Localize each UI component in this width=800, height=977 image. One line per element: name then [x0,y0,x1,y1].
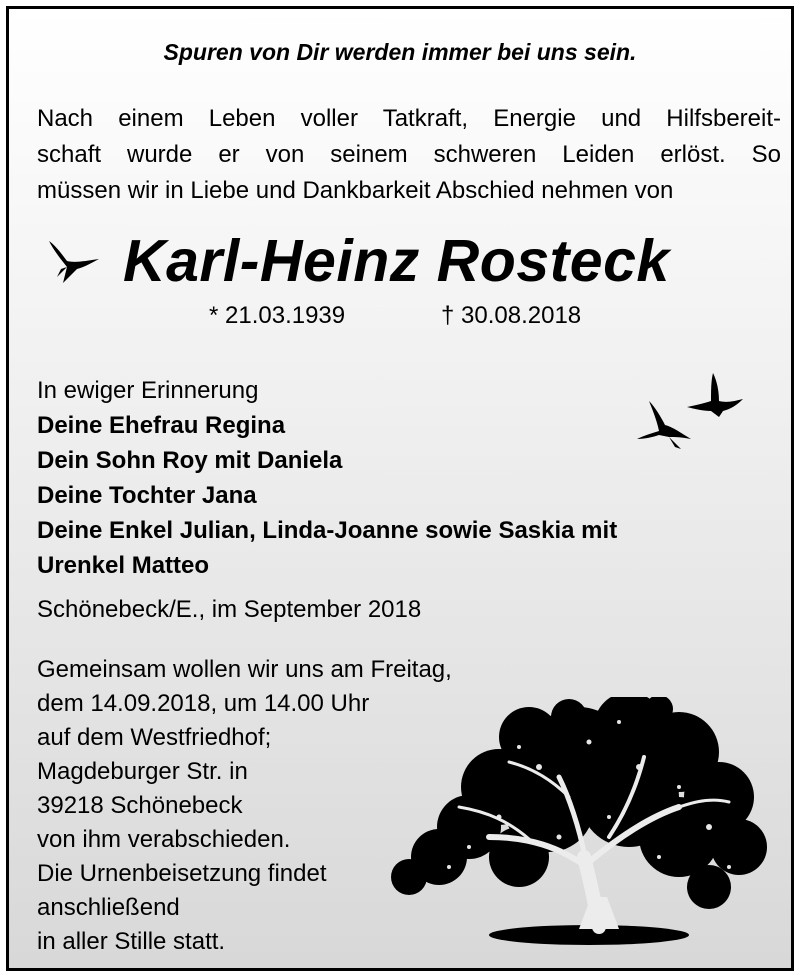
intro-line: müssen wir in Liebe und Dankbarkeit Abschied nehmen von [37,177,674,204]
flying-birds-pair-icon [635,371,747,455]
obituary-card [6,6,794,971]
family-list [37,373,617,583]
deceased-name: Karl-Heinz Rosteck [123,228,670,294]
funeral-line: 39218 Schönebeck [37,792,243,819]
place-date: Schönebeck/E., im September 2018 [37,596,422,623]
intro-line: schaft wurde er von seinem schweren Leiden erlöst. So [37,141,781,168]
motto: Spuren von Dir werden immer bei uns sein. [163,39,637,65]
family-member: Deine Enkel Julian, Linda-Joanne sowie Saskia mit [37,517,618,544]
intro-line: Nach einem Leben voller Tatkraft, Energie und Hilfsbereit- [37,105,781,132]
tree-silhouette-icon [379,697,779,957]
funeral-line: von ihm verabschieden. [37,826,291,853]
funeral-line: Magdeburger Str. in [37,758,248,785]
funeral-line: Gemeinsam wollen wir uns am Freitag, [37,656,452,683]
family-member: Urenkel Matteo [37,552,210,579]
funeral-line: dem 14.09.2018, um 14.00 Uhr [37,690,370,717]
intro-text [37,101,781,209]
family-member: Dein Sohn Roy mit Daniela [37,447,343,474]
funeral-line: auf dem Westfriedhof; [37,724,272,751]
funeral-line: in aller Stille statt. [37,928,226,955]
family-member: Deine Tochter Jana [37,482,257,509]
family-intro: In ewiger Erinnerung [37,377,259,404]
funeral-line: Die Urnenbeisetzung findet [37,860,327,887]
family-member: Deine Ehefrau Regina [37,412,286,439]
birth-date: * 21.03.1939 [209,302,346,329]
funeral-line: anschließend [37,894,180,921]
flying-bird-icon [45,237,105,287]
death-date: † 30.08.2018 [441,302,582,329]
